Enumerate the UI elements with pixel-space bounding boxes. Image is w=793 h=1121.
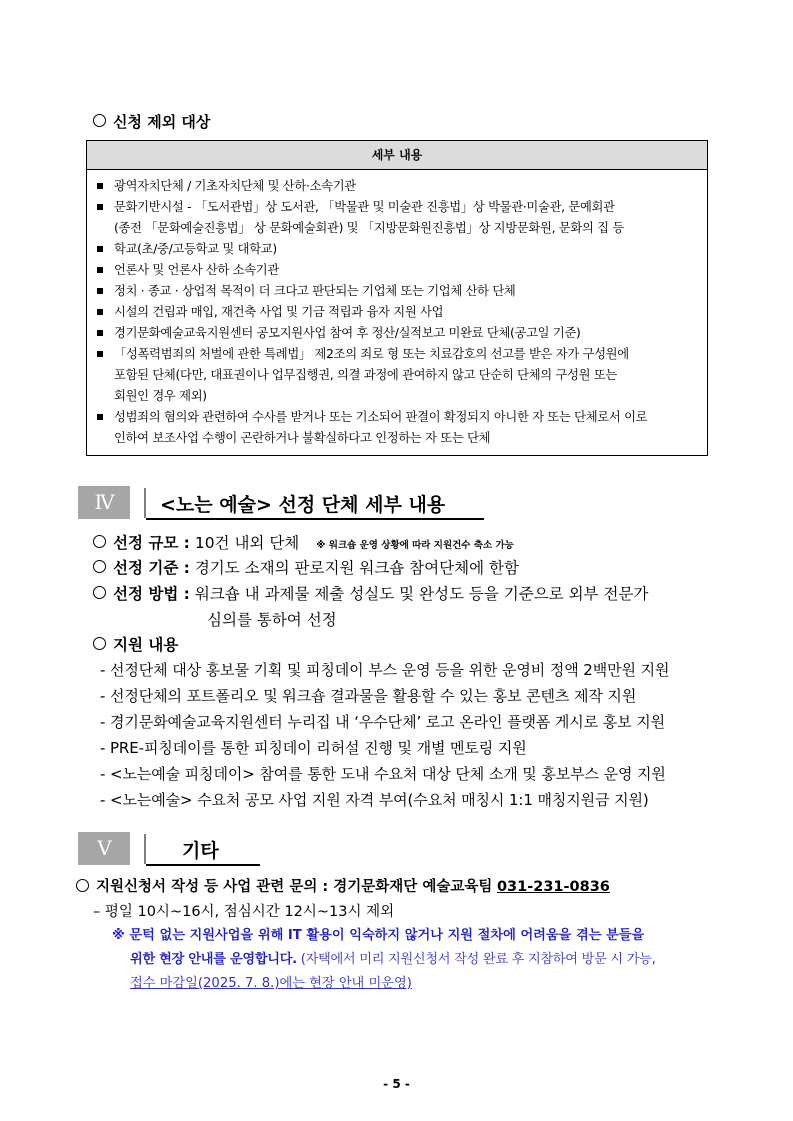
notice-line-2: 위한 현장 안내를 운영합니다. (자택에서 미리 지원신청서 작성 완료 후 지참하여 방문 시 가능, <box>130 952 656 967</box>
square-bullet-icon <box>97 288 103 294</box>
page-number: - 5 - <box>383 1077 410 1091</box>
square-bullet-icon <box>97 204 103 210</box>
selection-scale: 선정 규모 : 10건 내외 단체 ※ 워크숍 운영 상황에 따라 지원건수 축소 가능 <box>93 531 514 553</box>
section-4-number: Ⅳ <box>78 486 130 519</box>
list-item: 언론사 및 언론사 산하 소속기관 <box>97 260 699 281</box>
exclusion-list <box>87 170 707 449</box>
circle-bullet-icon <box>93 560 106 573</box>
support-heading: 지원 내용 <box>93 633 178 655</box>
circle-bullet-icon <box>76 879 89 892</box>
support-item: - PRE-피칭데이를 통한 피칭데이 리허설 진행 및 개별 멘토링 지원 <box>100 739 527 757</box>
list-item: 경기문화예술교육지원센터 공모지원사업 참여 후 정산/실적보고 미완료 단체(공고일 기준) <box>97 323 699 344</box>
list-item: 학교(초/중/고등학교 및 대학교) <box>97 239 699 260</box>
circle-bullet-icon <box>93 535 106 548</box>
support-item: - 선정단체 대상 홍보물 기획 및 피칭데이 부스 운영 등을 위한 운영비 정액 2백만원 지원 <box>100 661 670 679</box>
list-item-continuation: 포함된 단체(다만, 대표권이나 업무집행권, 의결 과정에 관여하지 않고 단순히 단체의 구성원 또는 <box>114 368 617 382</box>
list-item-continuation: (종전 「문화예술진흥법」 상 문화예술회관) 및 「지방문화원진흥법」상 지방문화원, 문화의 집 등 <box>114 221 624 235</box>
exclusion-heading: 신청 제외 대상 <box>93 111 210 132</box>
section-5-underline <box>146 864 260 866</box>
list-item: 성범죄의 혐의와 관련하여 수사를 받거나 또는 기소되어 판결이 확정되지 아니한 자 또는 단체로서 이로 <box>97 407 699 428</box>
list-item: 정치 · 종교 · 상업적 목적이 더 크다고 판단되는 기업체 또는 기업체 산하 단체 <box>97 281 699 302</box>
list-item: 광역자치단체 / 기초자치단체 및 산하·소속기관 <box>97 176 699 197</box>
section-4-title: <노는 예술> 선정 단체 세부 내용 <box>160 494 446 516</box>
section-5-number: Ⅴ <box>78 832 130 865</box>
list-item: 시설의 건립과 매입, 재건축 사업 및 기금 적립과 융자 지원 사업 <box>97 302 699 323</box>
section-4-underline <box>146 518 484 520</box>
section-5-divider <box>144 834 146 864</box>
support-item: - <노는예술> 수요처 공모 사업 지원 자격 부여(수요처 매칭시 1:1 매칭지원금 지원) <box>100 791 649 809</box>
square-bullet-icon <box>97 330 103 336</box>
support-item: - <노는예술 피칭데이> 참여를 통한 도내 수요처 대상 단체 소개 및 홍보부스 운영 지원 <box>100 765 666 783</box>
support-item: - 경기문화예술교육지원센터 누리집 내 ‘우수단체’ 로고 온라인 플랫폼 게시로 홍보 지원 <box>100 713 665 731</box>
exclusion-table <box>86 140 708 456</box>
selection-method: 선정 방법 : 워크숍 내 과제물 제출 성실도 및 완성도 등을 기준으로 외부 전문가 <box>93 582 648 604</box>
square-bullet-icon <box>97 267 103 273</box>
square-bullet-icon <box>97 309 103 315</box>
section-4-divider <box>144 488 146 518</box>
notice-line-1: ※ 문턱 없는 지원사업을 위해 IT 활용이 익숙하지 않거나 지원 절차에 어려움을 겪는 분들을 <box>112 928 645 943</box>
exclusion-table-header: 세부 내용 <box>87 141 707 170</box>
scale-note: ※ 워크숍 운영 상황에 따라 지원건수 축소 가능 <box>316 540 514 551</box>
list-item-continuation: 인하여 보조사업 수행이 곤란하거나 불확실하다고 인정하는 자 또는 단체 <box>114 431 491 445</box>
selection-criteria: 선정 기준 : 경기도 소재의 판로지원 워크숍 참여단체에 한함 <box>93 556 519 578</box>
circle-bullet-icon <box>93 637 106 650</box>
list-item: 문화기반시설 - 「도서관법」상 도서관, 「박물관 및 미술관 진흥법」상 박물관·미술관, 문예회관 <box>97 197 699 218</box>
section-5-title: 기타 <box>182 840 219 862</box>
square-bullet-icon <box>97 414 103 420</box>
circle-bullet-icon <box>93 114 106 127</box>
office-hours: – 평일 10시~16시, 점심시간 12시~13시 제외 <box>93 904 395 920</box>
square-bullet-icon <box>97 246 103 252</box>
notice-line-3: 접수 마감일(2025. 7. 8.)에는 현장 안내 미운영) <box>130 976 412 991</box>
contact-info: 지원신청서 작성 등 사업 관련 문의 : 경기문화재단 예술교육팀 031-231-0836 <box>76 875 610 896</box>
list-item-continuation: 회원인 경우 제외) <box>114 389 207 403</box>
circle-bullet-icon <box>93 586 106 599</box>
selection-method-continued: 심의를 통하여 선정 <box>207 611 337 629</box>
square-bullet-icon <box>97 183 103 189</box>
list-item: 「성폭력범죄의 처벌에 관한 특례법」 제2조의 죄로 형 또는 치료감호의 선고를 받은 자가 구성원에 <box>97 344 699 365</box>
contact-phone: 031-231-0836 <box>496 879 610 895</box>
square-bullet-icon <box>97 351 103 357</box>
support-item: - 선정단체의 포트폴리오 및 워크숍 결과물을 활용할 수 있는 홍보 콘텐츠 제작 지원 <box>100 687 637 705</box>
